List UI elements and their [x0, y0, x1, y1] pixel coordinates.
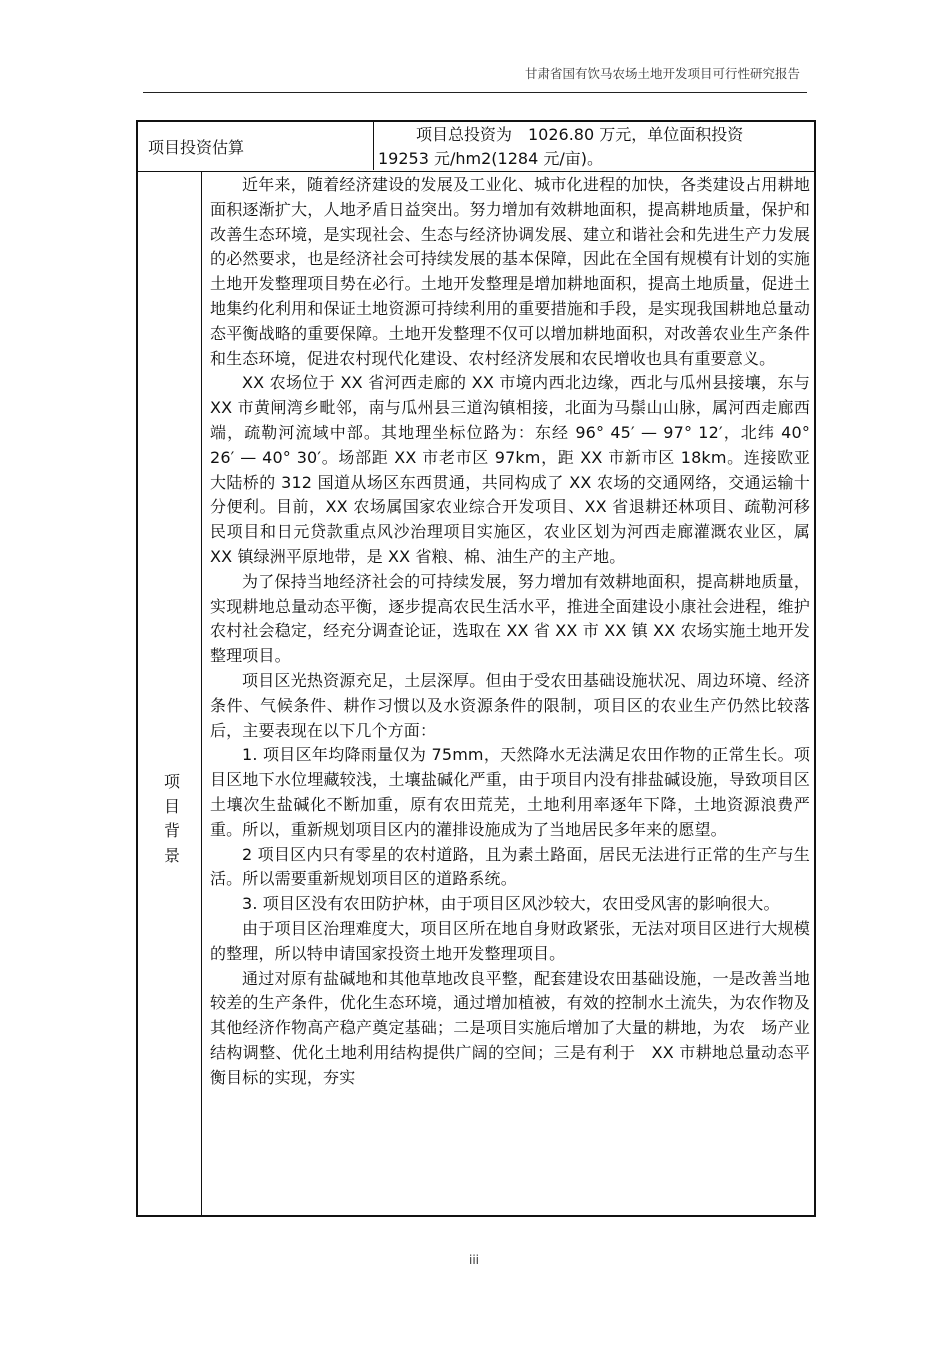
investment-row [138, 122, 814, 172]
header-title: 甘肃省国有饮马农场土地开发项目可行性研究报告 [524, 66, 800, 81]
header-rule [143, 92, 807, 93]
investment-label: 项目投资估算 [148, 138, 245, 157]
background-paragraph-1: 近年来，随着经济建设的发展及工业化、城市化进程的加快，各类建设占用耕地面积逐渐扩大，人地矛盾日益突出。努力增加有效耕地面积，提高耕地质量，保护和改善生态环境，是实现社会、生态与经济协调发展、建立和谐社会和先进生产力发展的必然要求，也是经济社会可持续发展的基本保障，因此在全国有规模有计划的实施土地开发整理项目势在必行。土地开发整理是增加耕地面积，提高土地质量，促进土地集约化利用和保证土地资源可持续利用的重要措施和手段，是实现我国耕地总量动态平衡战略的重要保障。土地开发整理不仅可以增加耕地面积，对改善农业生产条件和生态环境，促进农村现代化建设、农村经济发展和农民增收也具有重要意义。 [210, 175, 810, 368]
column-divider [373, 122, 374, 170]
background-paragraph-6: 2 项目区内只有零星的农村道路，且为素土路面，居民无法进行正常的生产与生活。所以需要重新规划项目区的道路系统。 [210, 844, 810, 889]
investment-line-1: 项目总投资为 1026.80 万元，单位面积投资 [416, 125, 744, 144]
project-table [136, 120, 816, 1217]
background-paragraph-8: 由于项目区治理难度大，项目区所在地自身财政紧张，无法对项目区进行大规模的整理，所以特申请国家投资土地开发整理项目。 [210, 918, 810, 963]
background-paragraph-2: XX 农场位于 XX 省河西走廊的 XX 市境内西北边缘，西北与瓜州县接壤，东与 XX 市黄闸湾乡毗邻，南与瓜州县三道沟镇相接，北面为马鬃山山脉，属河西走廊西端，疏勒河流域中部。其地理坐标位路为：东经 96° 45′ — 97° 12′，北纬 40° 26′ — 40° 30′。场部距 XX 市老市区 97km，距 XX 市新市区 18km。连接欧亚大陆桥的 312 国道从场区东西贯通，共同构成了 XX 农场的交通网络，交通运输十分便利。目前，XX 农场属国家农业综合开发项目、XX 省退耕还林项目、疏勒河移民项目和日元贷款重点风沙治理项目实施区，农业区划为河西走廊灌溉农业区，属 XX 镇绿洲平原地带，是 XX 省粮、棉、油生产的主产地。 [210, 373, 810, 566]
page-number: iii [469, 1253, 480, 1267]
investment-content [378, 122, 813, 171]
background-label: 项目背景 [163, 772, 180, 865]
background-paragraph-7: 3. 项目区没有农田防护林，由于项目区风沙较大，农田受风害的影响很大。 [242, 894, 780, 914]
background-paragraph-5: 1. 项目区年均降雨量仅为 75mm，天然降水无法满足农田作物的正常生长。项目区地下水位埋藏较浅，土壤盐碱化严重，由于项目内没有排盐碱设施，导致项目区土壤次生盐碱化不断加重，原有农田荒芜，土地利用率逐年下降，土地资源浪费严重。所以，重新规划项目区内的灌排设施成为了当地居民多年来的愿望。 [210, 745, 810, 839]
background-content [210, 173, 810, 1215]
background-label-cell [138, 172, 202, 1217]
investment-line-2: 19253 元/hm2(1284 元/亩)。 [378, 149, 603, 168]
background-paragraph-9: 通过对原有盐碱地和其他草地改良平整，配套建设农田基础设施，一是改善当地较差的生产条件，优化生态环境，通过增加植被，有效的控制水土流失，为农作物及其他经济作物高产稳产奠定基础；二是项目实施后增加了大量的耕地，为农 场产业结构调整、优化土地利用结构提供广阔的空间；三是有利于 XX 市耕地总量动态平衡目标的实现，夯实 [210, 968, 810, 1087]
background-paragraph-3: 为了保持当地经济社会的可持续发展，努力增加有效耕地面积，提高耕地质量，实现耕地总量动态平衡，逐步提高农民生活水平，推进全面建设小康社会进程，维护农村社会稳定，经充分调查论证，选取在 XX 省 XX 市 XX 镇 XX 农场实施土地开发整理项目。 [210, 571, 810, 666]
background-paragraph-4: 项目区光热资源充足，土层深厚。但由于受农田基础设施状况、周边环境、经济条件、气候条件、耕作习惯以及水资源条件的限制，项目区的农业生产仍然比较落后，主要表现在以下几个方面： [210, 670, 810, 740]
